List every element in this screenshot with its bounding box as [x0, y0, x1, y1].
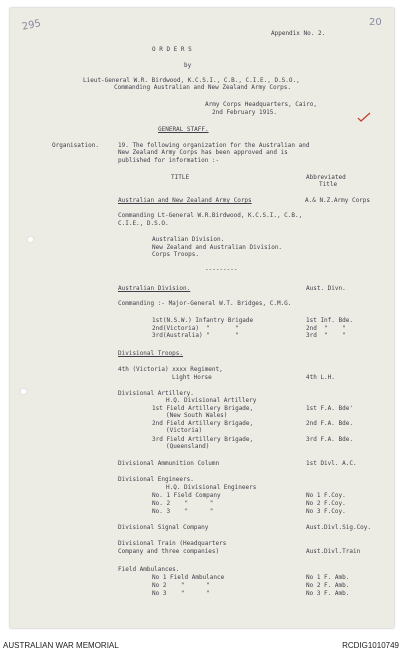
- ammunition-column-abbr: 1st Divl. A.C.: [306, 460, 357, 467]
- pencil-folio-right: 20: [369, 17, 382, 28]
- punch-hole: [20, 388, 27, 395]
- engineers-heading: Divisional Engineers.: [118, 476, 194, 483]
- brigade-abbr: 1st Inf. Bde.: [306, 317, 353, 324]
- footer-record-id: RCDIG1010749: [342, 641, 399, 650]
- field-ambulance-abbr: No 2 F. Amb.: [306, 582, 350, 589]
- light-horse-abbr: 4th L.H.: [306, 374, 335, 381]
- light-horse-line-1: 4th (Victoria) xxxx Regiment,: [118, 366, 223, 373]
- artillery-hq: H.Q. Divisional Artillery: [166, 397, 257, 404]
- corps-name: Australian and New Zealand Army Corps: [118, 197, 252, 204]
- artillery-brigade-abbr: 2nd F.A. Bde.: [306, 420, 353, 427]
- field-company-abbr: No 2 F.Coy.: [306, 500, 346, 507]
- brigade-label: 2nd(Victoria) " ": [152, 325, 239, 332]
- general-staff-heading: GENERAL STAFF.: [158, 126, 209, 133]
- artillery-brigade-state: (Victoria): [166, 427, 203, 434]
- orders-title: O R D E R S: [152, 46, 192, 53]
- division-name: Australian Division.: [118, 285, 191, 292]
- corps-unit: Australian Division.: [152, 236, 225, 243]
- ammunition-column: Divisional Ammunition Column: [118, 460, 220, 467]
- field-ambulance: No 3 " ": [152, 590, 210, 597]
- division-abbr: Aust. Divn.: [306, 285, 346, 292]
- brigade-label: 1st(N.S.W.) Infantry Brigade: [152, 317, 254, 324]
- divisional-train-abbr: Aust.Divl.Train: [306, 548, 361, 555]
- appendix-label: Appendix No. 2.: [271, 30, 326, 37]
- field-ambulance: No 2 " ": [152, 582, 210, 589]
- brigade-label: 3rd(Australia) " ": [152, 332, 239, 339]
- col-header-abbr-2: Title: [319, 181, 338, 188]
- divisional-train-line-1: Divisional Train (Headquarters: [118, 540, 227, 547]
- field-ambulance-abbr: No 1 F. Amb.: [306, 574, 350, 581]
- para-line-3: published for information :-: [118, 157, 220, 164]
- artillery-heading: Divisional Artillery.: [118, 390, 194, 397]
- command-line: Commanding Australian and New Zealand Army Corps.: [114, 84, 292, 91]
- pencil-folio-left: 295: [21, 18, 43, 33]
- date-line: 2nd February 1915.: [212, 109, 278, 116]
- signal-company: Divisional Signal Company: [118, 524, 209, 531]
- punch-hole: [27, 236, 34, 243]
- artillery-brigade: 2nd Field Artillery Brigade,: [152, 420, 254, 427]
- field-company: No. 3 " ": [152, 508, 214, 515]
- artillery-brigade-abbr: 1st F.A. Bde': [306, 405, 353, 412]
- artillery-brigade: 3rd Field Artillery Brigade,: [152, 436, 254, 443]
- field-ambulance: No 1 Field Ambulance: [152, 574, 225, 581]
- artillery-brigade-state: (New South Wales): [166, 412, 228, 419]
- artillery-brigade: 1st Field Artillery Brigade,: [152, 405, 254, 412]
- col-header-abbr-1: Abbreviated: [306, 174, 346, 181]
- red-tick-mark: [357, 112, 371, 122]
- corps-command-1: Commanding Lt-General W.R.Birdwood, K.C.S.I., C.B.,: [118, 212, 303, 219]
- ambulances-heading: Field Ambulances.: [118, 566, 180, 573]
- col-header-title: TITLE: [171, 174, 190, 181]
- corps-command-2: C.I.E., D.S.O.: [118, 220, 169, 227]
- separator: ---------: [205, 266, 238, 273]
- orders-by: by: [184, 62, 192, 69]
- field-ambulance-abbr: No 3 F. Amb.: [306, 590, 350, 597]
- para-line-1: 19. The following organization for the Australian and: [118, 142, 310, 149]
- hq-line: Army Corps Headquarters, Cairo,: [205, 101, 317, 108]
- para-line-2: New Zealand Army Corps has been approved and is: [118, 149, 288, 156]
- brigade-abbr: 3rd " ": [306, 332, 346, 339]
- field-company: No. 1 Field Company: [152, 492, 221, 499]
- artillery-brigade-state: (Queensland): [166, 443, 210, 450]
- signal-company-abbr: Aust.Divl.Sig.Coy.: [306, 524, 372, 531]
- division-command: Commanding :- Major-General W.T. Bridges, C.M.G.: [118, 300, 292, 307]
- field-company: No. 2 " ": [152, 500, 214, 507]
- light-horse-line-2: Light Horse: [172, 374, 212, 381]
- footer-institution: AUSTRALIAN WAR MEMORIAL: [3, 641, 119, 650]
- corps-abbr: A.& N.Z.Army Corps: [305, 197, 371, 204]
- field-company-abbr: No 1 F.Coy.: [306, 492, 346, 499]
- artillery-brigade-abbr: 3rd F.A. Bde.: [306, 436, 353, 443]
- divisional-train-line-2: Company and three companies): [118, 548, 220, 555]
- troops-heading: Divisional Troops.: [118, 350, 184, 357]
- author-line: Lieut-General W.R. Birdwood, K.C.S.I., C.B., C.I.E., D.S.O.,: [83, 77, 300, 84]
- brigade-abbr: 2nd " ": [306, 325, 346, 332]
- corps-unit: New Zealand and Australian Division.: [152, 244, 283, 251]
- engineers-hq: H.Q. Divisional Engineers: [166, 484, 257, 491]
- margin-label: Organisation.: [52, 142, 99, 149]
- corps-unit: Corps Troops.: [152, 251, 199, 258]
- field-company-abbr: No 3 F.Coy.: [306, 508, 346, 515]
